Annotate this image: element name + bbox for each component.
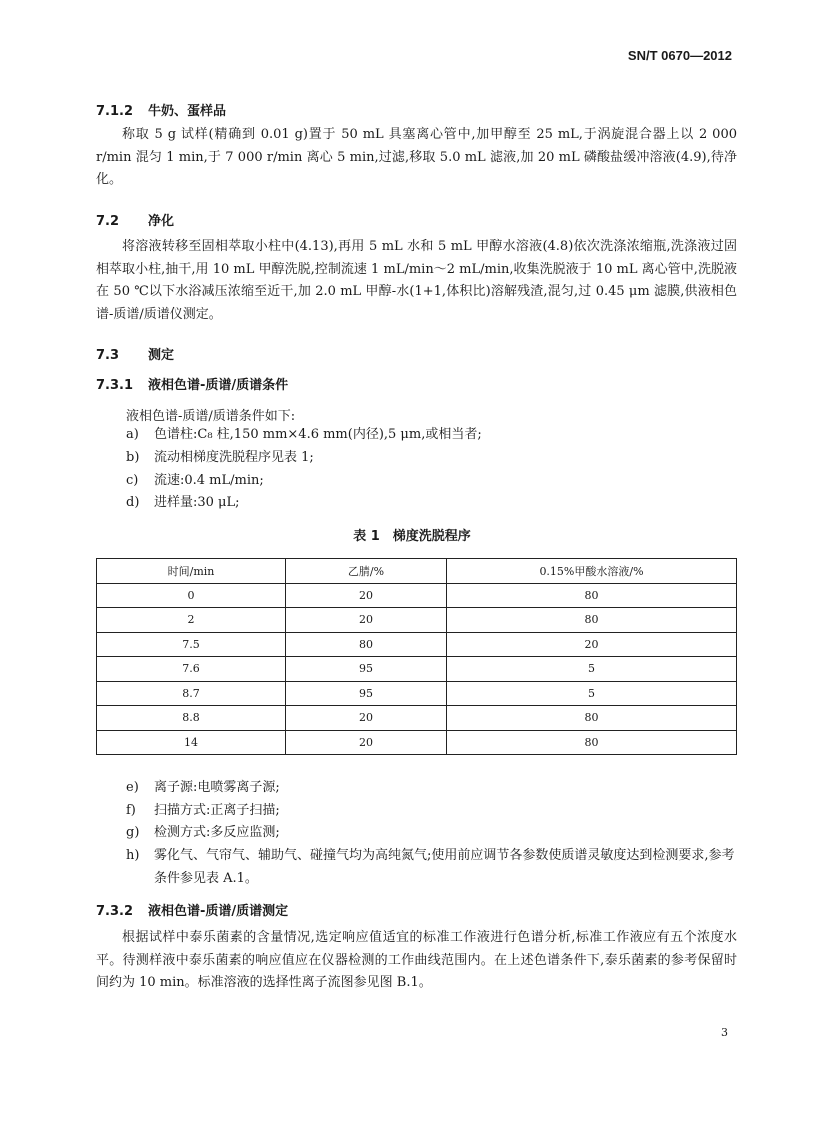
table-cell: 8.8: [97, 706, 286, 731]
list-item: [126, 492, 737, 515]
table-caption: 表 1 梯度洗脱程序: [353, 529, 471, 544]
list-item-label: b): [126, 450, 140, 465]
list-item-text: 扫描方式:正离子扫描;: [154, 803, 280, 818]
list-item-label: h): [126, 848, 140, 863]
table-cell: 8.7: [97, 681, 286, 706]
list-item-label: a): [126, 427, 139, 442]
list-item-text: 色谱柱:C₈ 柱,150 mm×4.6 mm(内径),5 μm,或相当者;: [154, 427, 482, 442]
column-header: 0.15%甲酸水溶液/%: [447, 559, 737, 584]
section-7-2-paragraph: 将溶液转移至固相萃取小柱中(4.13),再用 5 mL 水和 5 mL 甲醇水溶液(4.8)依次洗涤浓缩瓶,洗涤液过固相萃取小柱,抽干,用 10 mL 甲醇洗脱,控制流速 1 mL/min～2 mL/min,收集洗脱液于 10 mL 离心管中,洗脱液在 50 ℃以下水浴减压浓缩至近干,加 2.0 mL 甲醇-水(1+1,体积比)溶解残渣,混匀,过 0.45 μm 滤膜,供液相色谱-质谱/质谱仪测定。: [96, 239, 737, 323]
table-cell: 95: [286, 657, 447, 682]
section-title: 液相色谱-质谱/质谱测定: [148, 904, 289, 919]
list-item-label: g): [126, 825, 140, 840]
page-number: 3: [721, 1026, 728, 1039]
list-item: [126, 470, 737, 493]
table-cell: 2: [97, 608, 286, 633]
column-header: 时间/min: [97, 559, 286, 584]
section-number: 7.1.2: [96, 104, 134, 119]
table-cell: 80: [286, 632, 447, 657]
table-cell: 7.5: [97, 632, 286, 657]
table-cell: 80: [447, 706, 737, 731]
list-item-text: 流速:0.4 mL/min;: [154, 473, 264, 488]
section-title: 净化: [148, 214, 175, 229]
list-item-label: d): [126, 495, 140, 510]
list-item: [126, 822, 737, 845]
table-row: [97, 657, 737, 682]
conditions-intro: 液相色谱-质谱/质谱条件如下:: [126, 409, 296, 424]
table-cell: 80: [447, 583, 737, 608]
section-7-2-heading: [96, 210, 174, 229]
list-item-label: f): [126, 803, 136, 818]
table-cell: 5: [447, 657, 737, 682]
gradient-table: [96, 558, 737, 755]
table-cell: 14: [97, 730, 286, 755]
list-item: [126, 800, 737, 823]
section-7-3-2-heading: [96, 900, 288, 919]
list-item: [126, 845, 737, 890]
column-header: 乙腈/%: [286, 559, 447, 584]
list-item-text: 离子源:电喷雾离子源;: [154, 780, 280, 795]
table-cell: 20: [286, 706, 447, 731]
section-7-1-2-heading: [96, 100, 226, 119]
table-row: [97, 681, 737, 706]
section-number: 7.3.2: [96, 904, 134, 919]
list-item-label: e): [126, 780, 139, 795]
table-row: [97, 632, 737, 657]
section-number: 7.2: [96, 214, 120, 229]
table-cell: 20: [286, 730, 447, 755]
list-item: [126, 447, 737, 470]
section-title: 测定: [148, 348, 175, 363]
section-7-3-2-paragraph: 根据试样中泰乐菌素的含量情况,选定响应值适宜的标准工作液进行色谱分析,标准工作液应有五个浓度水平。待测样液中泰乐菌素的响应值应在仪器检测的工作曲线范围内。在上述色谱条件下,泰乐菌素的参考保留时间约为 10 min。标准溶液的选择性离子流图参见图 B.1。: [96, 930, 737, 991]
table-cell: 20: [286, 583, 447, 608]
section-title: 液相色谱-质谱/质谱条件: [148, 378, 289, 393]
table-row: [97, 608, 737, 633]
table-cell: 80: [447, 608, 737, 633]
list-item-label: c): [126, 473, 139, 488]
table-cell: 80: [447, 730, 737, 755]
table-cell: 95: [286, 681, 447, 706]
list-item-text: 检测方式:多反应监测;: [154, 825, 280, 840]
table-cell: 5: [447, 681, 737, 706]
section-title: 牛奶、蛋样品: [148, 104, 227, 119]
table-row: [97, 583, 737, 608]
list-item: [126, 424, 737, 447]
table-cell: 20: [286, 608, 447, 633]
list-item-text: 进样量:30 μL;: [154, 495, 240, 510]
table-cell: 7.6: [97, 657, 286, 682]
table-row: [97, 730, 737, 755]
table-cell: 20: [447, 632, 737, 657]
list-item-text: 流动相梯度洗脱程序见表 1;: [154, 450, 314, 465]
list-item: [126, 777, 737, 800]
section-7-1-2-paragraph: 称取 5 g 试样(精确到 0.01 g)置于 50 mL 具塞离心管中,加甲醇至 25 mL,于涡旋混合器上以 2 000 r/min 混匀 1 min,于 7 000 r/min 离心 5 min,过滤,移取 5.0 mL 滤液,加 20 mL 磷酸盐缓冲溶液(4.9),待净化。: [96, 127, 737, 188]
section-7-3-1-heading: [96, 374, 288, 393]
table-row: [97, 706, 737, 731]
list-item-text: 雾化气、气帘气、辅助气、碰撞气均为高纯氮气;使用前应调节各参数使质谱灵敏度达到检测要求,参考条件参见表 A.1。: [154, 848, 735, 886]
section-number: 7.3.1: [96, 378, 134, 393]
table-header-row: [97, 559, 737, 584]
section-7-3-heading: [96, 344, 174, 363]
table-cell: 0: [97, 583, 286, 608]
standard-code: SN/T 0670—2012: [627, 48, 732, 63]
section-number: 7.3: [96, 348, 120, 363]
